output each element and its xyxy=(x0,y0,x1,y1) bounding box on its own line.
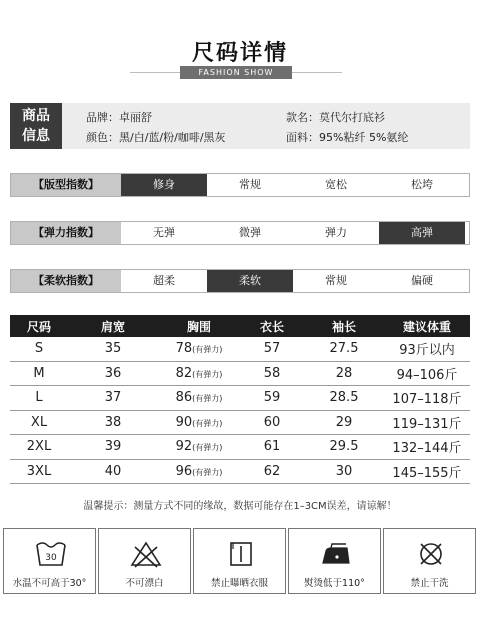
divider-right xyxy=(292,72,342,73)
index-scale-option: 微弹 xyxy=(239,226,261,239)
table-cell: 61 xyxy=(240,435,304,460)
table-cell xyxy=(158,386,240,411)
table-cell: 39 xyxy=(68,435,158,460)
page-subtitle: FASHION SHOW xyxy=(180,66,292,79)
table-cell: 60 xyxy=(240,410,304,435)
chest-value: 78 xyxy=(175,341,193,357)
chest-value: 86 xyxy=(175,390,193,406)
product-info-label xyxy=(10,103,62,149)
index-scale-option: 弹力 xyxy=(325,226,347,239)
elastic-note: (有弹力) xyxy=(192,443,223,453)
table-cell: 57 xyxy=(240,337,304,361)
table-cell: 58 xyxy=(240,361,304,386)
page-title: 尺码详情 xyxy=(191,41,288,66)
fabric-text: 面料：95%粘纤 5%氨纶 xyxy=(286,131,409,144)
size-table-header-cell: 衣长 xyxy=(240,315,304,337)
table-row xyxy=(10,337,470,361)
care-item xyxy=(383,528,476,594)
product-info-label-line1: 商品 xyxy=(22,108,50,124)
colors-text: 颜色：黑/白/蓝/粉/咖啡/黑灰 xyxy=(86,131,226,144)
table-cell: 145–155斤 xyxy=(384,459,470,484)
table-cell xyxy=(158,459,240,484)
index-scale-option: 常规 xyxy=(239,178,261,191)
wash-temp-number: 30 xyxy=(45,553,57,563)
wash-30-icon xyxy=(35,539,67,569)
care-label: 禁止曝晒衣服 xyxy=(210,578,268,589)
care-instructions xyxy=(3,528,477,594)
iron-110-icon xyxy=(320,539,352,569)
table-cell: M xyxy=(10,361,68,386)
table-cell: 62 xyxy=(240,459,304,484)
index-scale-option: 常规 xyxy=(325,274,347,287)
size-table-header-cell: 尺码 xyxy=(10,315,68,337)
index-scale xyxy=(10,173,470,197)
table-cell xyxy=(158,410,240,435)
no-bleach-icon xyxy=(130,539,162,569)
elastic-note: (有弹力) xyxy=(192,369,223,379)
chest-value: 90 xyxy=(175,414,193,430)
table-row xyxy=(10,361,470,386)
index-scale-option: 宽松 xyxy=(325,178,347,191)
table-row xyxy=(10,459,470,484)
index-scale-option: 高弹 xyxy=(379,222,465,244)
table-cell: 37 xyxy=(68,386,158,411)
size-table-header-cell: 胸围 xyxy=(158,315,240,337)
table-cell: S xyxy=(10,337,68,361)
table-cell xyxy=(158,337,240,361)
size-table-header-cell: 袖长 xyxy=(304,315,384,337)
style-name-text: 款名：莫代尔打底衫 xyxy=(286,111,385,124)
index-scale-option: 柔软 xyxy=(207,270,293,292)
table-cell: 35 xyxy=(68,337,158,361)
index-scale-label: 【柔软指数】 xyxy=(11,270,121,292)
care-item xyxy=(3,528,96,594)
table-row xyxy=(10,410,470,435)
table-row xyxy=(10,435,470,460)
table-cell xyxy=(158,435,240,460)
size-table-header xyxy=(10,315,470,337)
index-scale-label: 【弹力指数】 xyxy=(11,222,121,244)
table-cell: 93斤以内 xyxy=(384,337,470,361)
table-cell: 3XL xyxy=(10,459,68,484)
table-cell: L xyxy=(10,386,68,411)
elastic-note: (有弹力) xyxy=(192,394,223,404)
size-table-header-cell: 肩宽 xyxy=(68,315,158,337)
table-cell: XL xyxy=(10,410,68,435)
no-sun-dry-icon xyxy=(225,539,257,569)
table-cell: 29.5 xyxy=(304,435,384,460)
elastic-note: (有弹力) xyxy=(192,467,223,477)
index-scale xyxy=(10,269,470,293)
table-cell: 40 xyxy=(68,459,158,484)
table-cell: 28 xyxy=(304,361,384,386)
index-scale-option: 超柔 xyxy=(153,274,175,287)
table-cell: 27.5 xyxy=(304,337,384,361)
table-row xyxy=(10,386,470,411)
index-scale-option: 修身 xyxy=(121,174,207,196)
size-table-header-cell: 建议体重 xyxy=(384,315,470,337)
chest-value: 92 xyxy=(175,439,193,455)
care-item xyxy=(288,528,381,594)
elastic-note: (有弹力) xyxy=(192,345,223,355)
measurement-tip: 温馨提示：测量方式不同的缘故，数据可能存在1–3CM误差，请谅解！ xyxy=(83,501,397,512)
table-cell xyxy=(158,361,240,386)
table-cell: 28.5 xyxy=(304,386,384,411)
care-label: 禁止干洗 xyxy=(410,578,449,589)
chest-value: 82 xyxy=(175,365,193,381)
brand-text: 品牌：卓丽舒 xyxy=(86,111,152,124)
index-scale-option: 无弹 xyxy=(153,226,175,239)
size-table xyxy=(10,315,470,484)
table-cell: 36 xyxy=(68,361,158,386)
table-cell: 94–106斤 xyxy=(384,361,470,386)
no-dry-clean-icon xyxy=(415,539,447,569)
index-scale-option: 松垮 xyxy=(411,178,433,191)
care-label: 不可漂白 xyxy=(125,578,164,589)
index-scale-label: 【版型指数】 xyxy=(11,174,121,196)
care-item xyxy=(193,528,286,594)
product-info-label-line2: 信息 xyxy=(22,128,50,144)
index-scale xyxy=(10,221,470,245)
divider-left xyxy=(130,72,180,73)
care-item xyxy=(98,528,191,594)
table-cell: 132–144斤 xyxy=(384,435,470,460)
index-scale-option: 偏硬 xyxy=(411,274,433,287)
chest-value: 96 xyxy=(175,463,193,479)
table-cell: 29 xyxy=(304,410,384,435)
table-cell: 119–131斤 xyxy=(384,410,470,435)
elastic-note: (有弹力) xyxy=(192,418,223,428)
table-cell: 2XL xyxy=(10,435,68,460)
care-label: 熨烫低于110° xyxy=(304,578,365,589)
care-label: 水温不可高于30° xyxy=(12,578,87,589)
table-cell: 107–118斤 xyxy=(384,386,470,411)
table-cell: 30 xyxy=(304,459,384,484)
table-cell: 38 xyxy=(68,410,158,435)
table-cell: 59 xyxy=(240,386,304,411)
